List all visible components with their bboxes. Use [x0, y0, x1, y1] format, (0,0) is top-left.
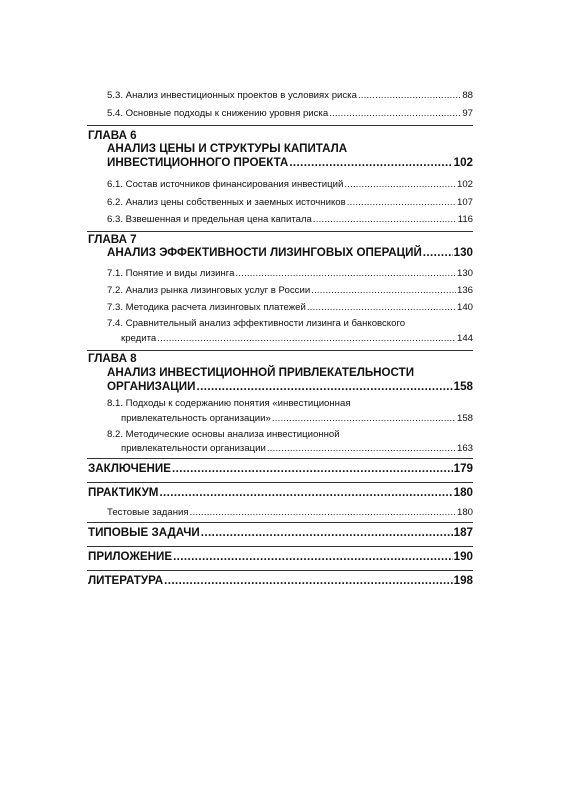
section-title: ЛИТЕРАТУРА [88, 574, 164, 587]
leader-dots [423, 246, 453, 259]
toc-entry-label: 7.3. Методика расчета лизинговых платежей [107, 302, 306, 313]
toc-entry-5-4 [107, 108, 473, 119]
toc-entry-page: 158 [456, 413, 473, 424]
divider [87, 231, 473, 232]
toc-entry-label: 7.2. Анализ рынка лизинговых услуг в России [107, 285, 311, 296]
toc-entry-label: 6.1. Состав источников финансирования инвестиций [107, 179, 344, 190]
chapter-page: 130 [453, 246, 473, 259]
toc-entry-5-3 [107, 90, 473, 101]
chapter-page: 158 [453, 380, 473, 393]
chapter-6-title-line1: АНАЛИЗ ЦЕНЫ И СТРУКТУРЫ КАПИТАЛА [107, 142, 348, 155]
section-page: 187 [453, 526, 473, 539]
section-page: 180 [453, 486, 473, 499]
toc-entry-label: 6.2. Анализ цены собственных и заемных источников [107, 197, 346, 208]
toc-entry-label: привлекательности организации [121, 443, 266, 454]
toc-entry-8-2 [121, 443, 473, 454]
leader-dots [347, 197, 456, 208]
toc-entry-7-4 [121, 333, 473, 344]
toc-entry-page: 180 [456, 507, 473, 518]
divider [87, 125, 473, 126]
toc-entry-8-1-line1: 8.1. Подходы к содержанию понятия «инвестиционная [107, 398, 351, 409]
leader-dots [172, 462, 453, 475]
toc-entry-label: 5.3. Анализ инвестиционных проектов в условиях риска [107, 90, 357, 101]
leader-dots [272, 413, 456, 424]
toc-entry-label: Тестовые задания [107, 507, 189, 518]
leader-dots [157, 333, 456, 344]
toc-entry-7-1 [107, 268, 473, 279]
leader-dots [289, 156, 452, 169]
leader-dots [159, 486, 452, 499]
leader-dots [358, 90, 461, 101]
leader-dots [235, 268, 456, 279]
toc-entry-7-3 [107, 302, 473, 313]
chapter-8-title-line1: АНАЛИЗ ИНВЕСТИЦИОННОЙ ПРИВЛЕКАТЕЛЬНОСТИ [107, 366, 415, 379]
leader-dots [164, 574, 452, 587]
leader-dots [201, 526, 453, 539]
toc-entry-page: 88 [462, 90, 473, 101]
toc-entry-tests [107, 507, 473, 518]
section-title: ЗАКЛЮЧЕНИЕ [88, 462, 171, 475]
toc-entry-page: 140 [456, 302, 473, 313]
chapter-8-title-line2 [107, 380, 473, 393]
leader-dots [344, 179, 456, 190]
toc-entry-page: 97 [462, 108, 473, 119]
chapter-title: ИНВЕСТИЦИОННОГО ПРОЕКТА [107, 156, 289, 169]
toc-entry-label: 5.4. Основные подходы к снижению уровня риска [107, 108, 329, 119]
divider [87, 546, 473, 547]
toc-literature [88, 574, 473, 587]
toc-entry-6-1 [107, 179, 473, 190]
toc-entry-label: кредита [121, 333, 157, 344]
leader-dots [307, 302, 456, 313]
divider [87, 522, 473, 523]
toc-entry-7-2 [107, 285, 473, 296]
toc-entry-label: привлекательность организации» [121, 413, 271, 424]
leader-dots [173, 550, 453, 563]
divider [87, 350, 473, 351]
divider [87, 482, 473, 483]
toc-typical-tasks [88, 526, 473, 539]
toc-entry-page: 130 [456, 268, 473, 279]
leader-dots [267, 443, 456, 454]
chapter-title: ОРГАНИЗАЦИИ [107, 380, 196, 393]
toc-entry-page: 136 [456, 285, 473, 296]
toc-entry-7-4-line1: 7.4. Сравнительный анализ эффективности лизинга и банковского [107, 318, 406, 329]
chapter-8-heading: ГЛАВА 8 [88, 352, 137, 365]
leader-dots [313, 214, 457, 225]
toc-entry-page: 163 [456, 443, 473, 454]
section-page: 190 [453, 550, 473, 563]
leader-dots [190, 507, 456, 518]
toc-entry-page: 107 [456, 197, 473, 208]
chapter-6-heading: ГЛАВА 6 [88, 129, 137, 142]
toc-entry-page: 102 [456, 179, 473, 190]
toc-entry-6-3 [107, 214, 473, 225]
leader-dots [311, 285, 456, 296]
toc-conclusion [88, 462, 473, 475]
toc-entry-label: 7.1. Понятие и виды лизинга [107, 268, 235, 279]
chapter-page: 102 [453, 156, 473, 169]
chapter-title: АНАЛИЗ ЭФФЕКТИВНОСТИ ЛИЗИНГОВЫХ ОПЕРАЦИЙ [107, 246, 422, 259]
divider [87, 458, 473, 459]
section-page: 179 [453, 462, 473, 475]
chapter-7-title [107, 246, 473, 259]
chapter-7-heading: ГЛАВА 7 [88, 233, 137, 246]
toc-entry-label: 6.3. Взвешенная и предельная цена капитала [107, 214, 312, 225]
toc-entry-8-1 [121, 413, 473, 424]
chapter-6-title-line2 [107, 156, 473, 169]
section-title: ТИПОВЫЕ ЗАДАЧИ [88, 526, 200, 539]
toc-appendix [88, 550, 473, 563]
leader-dots [329, 108, 461, 119]
toc-entry-page: 144 [456, 333, 473, 344]
section-title: ПРАКТИКУМ [88, 486, 159, 499]
toc-entry-8-2-line1: 8.2. Методические основы анализа инвестиционной [107, 429, 340, 440]
divider [87, 570, 473, 571]
toc-entry-page: 116 [457, 214, 473, 225]
section-page: 198 [453, 574, 473, 587]
leader-dots [196, 380, 452, 393]
section-title: ПРИЛОЖЕНИЕ [88, 550, 173, 563]
toc-practicum [88, 486, 473, 499]
toc-entry-6-2 [107, 197, 473, 208]
